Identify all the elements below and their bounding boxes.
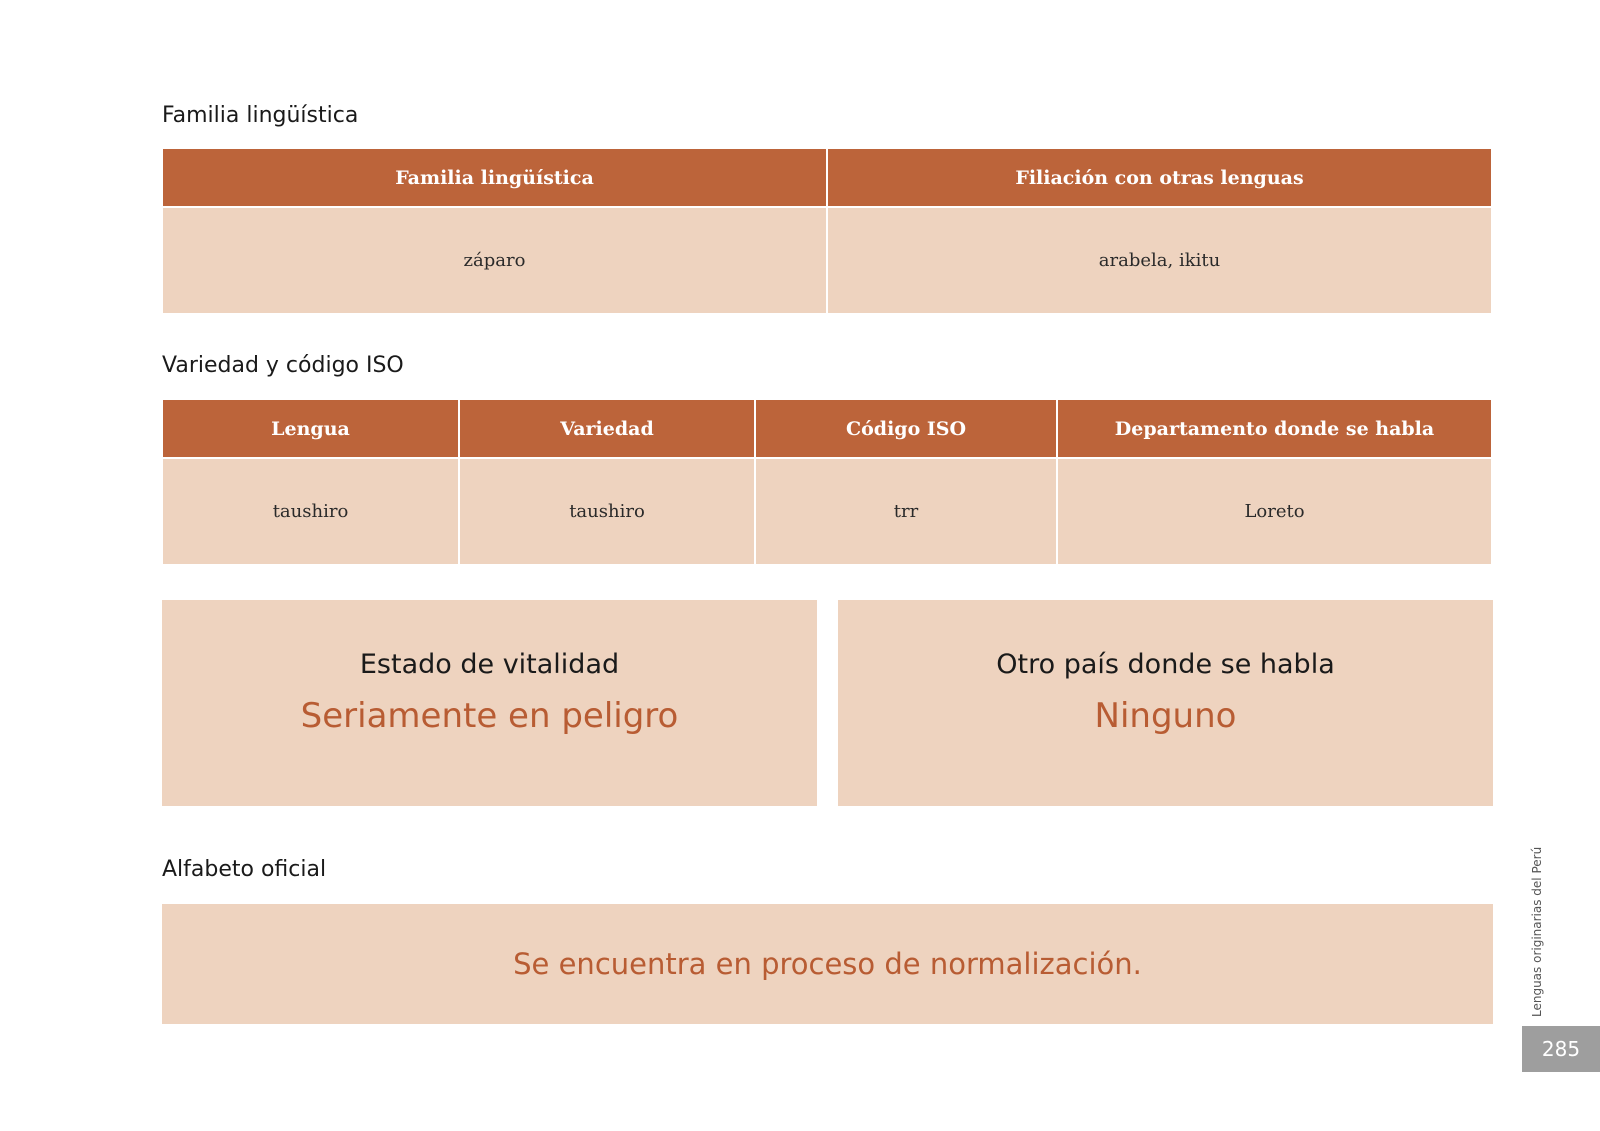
family-table [163, 149, 1491, 313]
alphabet-section-title: Alfabeto oficial [162, 857, 327, 882]
cell-language: taushiro [163, 458, 459, 564]
column-header-family: Familia lingüística [163, 149, 827, 207]
family-section-title: Familia lingüística [162, 103, 359, 128]
cell-department: Loreto [1057, 458, 1491, 564]
cell-variety: taushiro [459, 458, 755, 564]
vitality-status-box [162, 600, 817, 806]
variety-section-title: Variedad y código ISO [162, 353, 404, 378]
cell-iso-code: trr [755, 458, 1057, 564]
cell-family: záparo [163, 207, 827, 313]
variety-table [163, 400, 1491, 564]
column-header-language: Lengua [163, 400, 459, 458]
other-country-box [838, 600, 1493, 806]
column-header-department: Departamento donde se habla [1057, 400, 1491, 458]
other-country-label: Otro país donde se habla [996, 649, 1335, 680]
table-row [163, 207, 1491, 313]
page-number: 285 [1522, 1026, 1600, 1072]
vitality-value: Seriamente en peligro [300, 696, 679, 736]
alphabet-box [162, 904, 1493, 1024]
book-side-label: Lenguas originarias del Perú [1530, 846, 1544, 1017]
column-header-affiliation: Filiación con otras lenguas [827, 149, 1491, 207]
other-country-value: Ninguno [1094, 696, 1237, 736]
column-header-iso-code: Código ISO [755, 400, 1057, 458]
column-header-variety: Variedad [459, 400, 755, 458]
alphabet-status-text: Se encuentra en proceso de normalización. [513, 947, 1142, 981]
cell-affiliation: arabela, ikitu [827, 207, 1491, 313]
table-row [163, 458, 1491, 564]
table-header-row [163, 149, 1491, 207]
table-header-row [163, 400, 1491, 458]
vitality-label: Estado de vitalidad [359, 649, 620, 680]
